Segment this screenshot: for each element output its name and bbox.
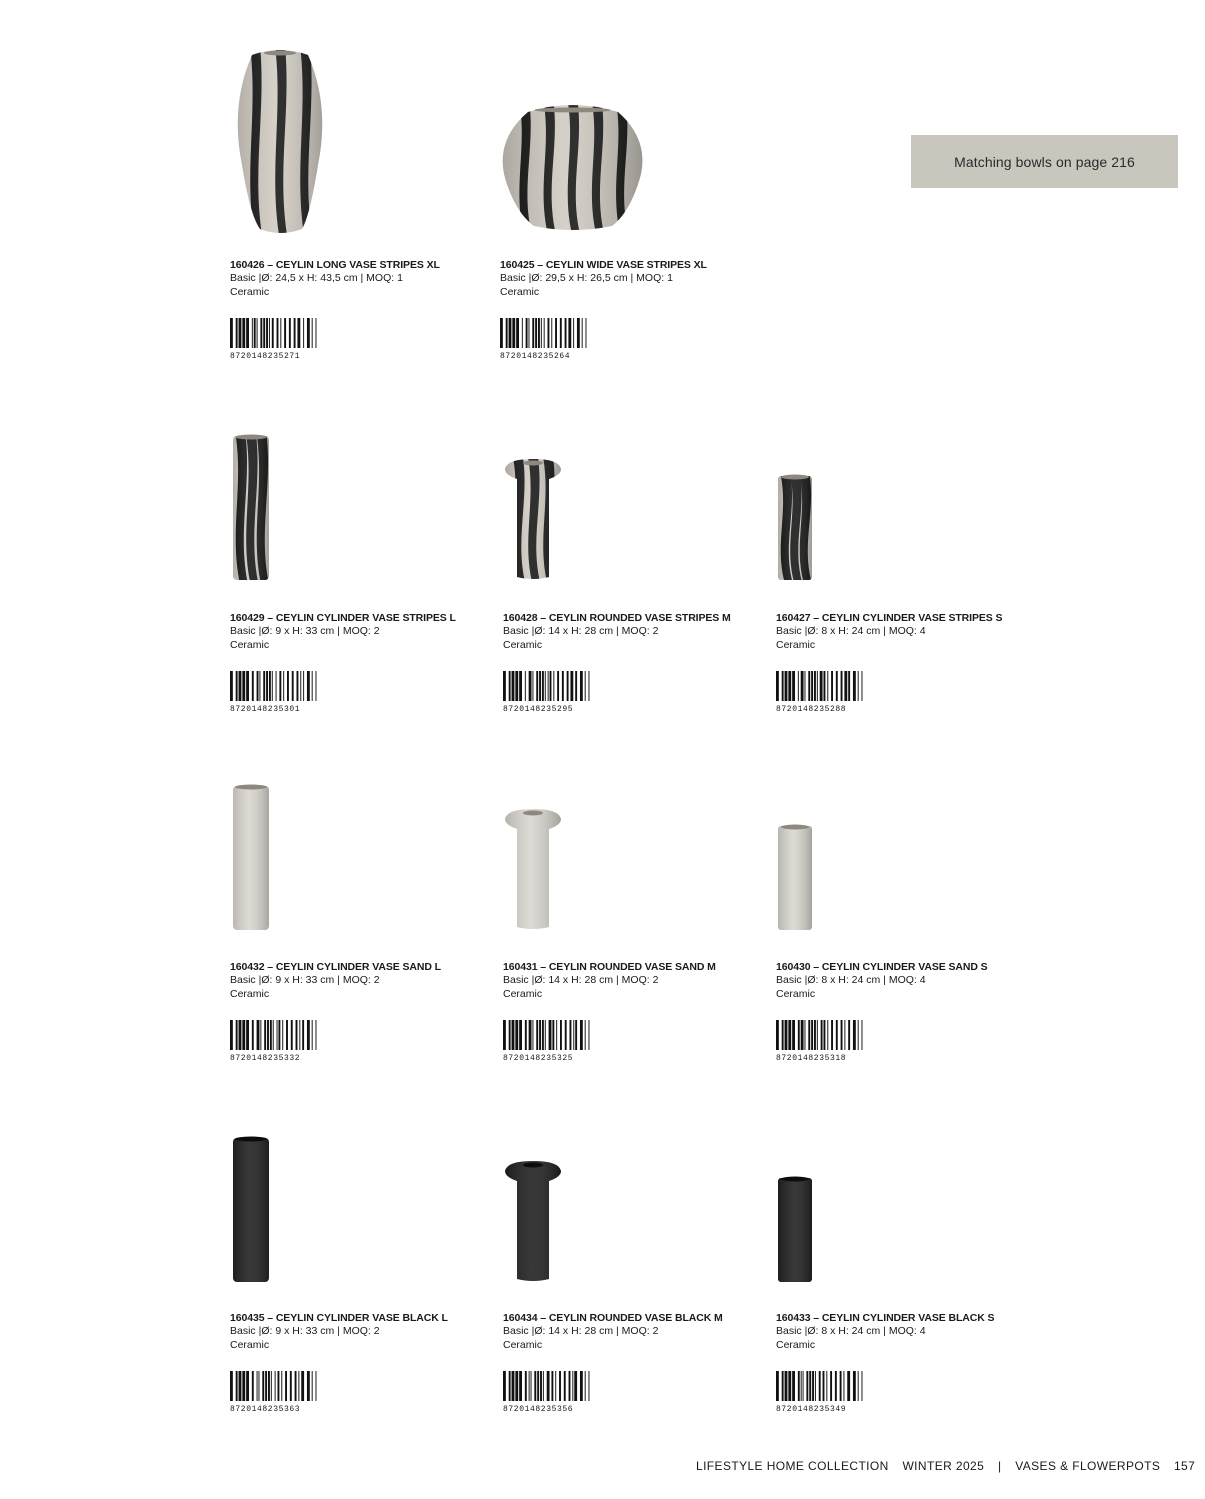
product-ean: 8720148235318: [776, 1054, 847, 1063]
product-code: 160431: [503, 961, 538, 973]
product-title: 160431 – CEYLIN ROUNDED VASE SAND M: [503, 961, 716, 973]
product-barcode: [776, 1020, 866, 1055]
product-name: CEYLIN CYLINDER VASE SAND L: [275, 961, 441, 973]
product-material: Ceramic: [230, 987, 270, 1000]
product-specs: Basic |Ø: 9 x H: 33 cm | MOQ: 2: [230, 1325, 380, 1337]
product-title: 160429 – CEYLIN CYLINDER VASE STRIPES L: [230, 612, 456, 624]
product-info: [503, 612, 753, 652]
product-specs: Basic |Ø: 8 x H: 24 cm | MOQ: 4: [776, 625, 926, 637]
product-name: CEYLIN CYLINDER VASE STRIPES S: [821, 612, 1003, 624]
product-info: [776, 1312, 1026, 1352]
product-ean: 8720148235363: [230, 1405, 301, 1414]
product-material: Ceramic: [503, 638, 543, 651]
product-info: [776, 961, 1026, 1001]
product-material: Ceramic: [230, 638, 270, 651]
product-ean: 8720148235264: [500, 352, 571, 361]
product-ean: 8720148235271: [230, 352, 301, 361]
product-specs: Basic |Ø: 8 x H: 24 cm | MOQ: 4: [776, 974, 926, 986]
product-barcode: [503, 1020, 593, 1055]
product-info: [230, 961, 480, 1001]
product-name: CEYLIN CYLINDER VASE STRIPES L: [275, 612, 456, 624]
product-photo: [776, 1176, 814, 1289]
product-name: CEYLIN CYLINDER VASE BLACK L: [275, 1312, 448, 1324]
product-photo: [503, 1159, 563, 1289]
product-code: 160430: [776, 961, 811, 973]
product-specs: Basic |Ø: 29,5 x H: 26,5 cm | MOQ: 1: [500, 272, 673, 284]
product-material: Ceramic: [230, 1338, 270, 1351]
product-ean: 8720148235288: [776, 705, 847, 714]
product-code: 160434: [503, 1312, 538, 1324]
product-ean: 8720148235332: [230, 1054, 301, 1063]
product-barcode: [500, 318, 590, 353]
product-barcode: [776, 671, 866, 706]
product-name: CEYLIN ROUNDED VASE SAND M: [548, 961, 716, 973]
product-title: 160435 – CEYLIN CYLINDER VASE BLACK L: [230, 1312, 448, 1324]
product-photo: [500, 100, 645, 237]
page-number: 157: [1173, 1459, 1196, 1473]
product-name: CEYLIN ROUNDED VASE STRIPES M: [548, 612, 731, 624]
product-photo: [503, 807, 563, 937]
product-material: Ceramic: [230, 285, 270, 298]
product-title: 160425 – CEYLIN WIDE VASE STRIPES XL: [500, 259, 707, 271]
product-specs: Basic |Ø: 14 x H: 28 cm | MOQ: 2: [503, 625, 659, 637]
product-info: [230, 612, 480, 652]
footer-collection: LIFESTYLE HOME COLLECTION: [696, 1459, 889, 1473]
product-name: CEYLIN WIDE VASE STRIPES XL: [545, 259, 707, 271]
product-photo: [776, 474, 814, 587]
matching-bowls-callout: [911, 135, 1178, 188]
footer-season: WINTER 2025: [902, 1459, 985, 1473]
product-specs: Basic |Ø: 14 x H: 28 cm | MOQ: 2: [503, 974, 659, 986]
product-ean: 8720148235301: [230, 705, 301, 714]
product-name: CEYLIN ROUNDED VASE BLACK M: [548, 1312, 723, 1324]
product-specs: Basic |Ø: 9 x H: 33 cm | MOQ: 2: [230, 974, 380, 986]
product-code: 160425: [500, 259, 535, 271]
product-code: 160435: [230, 1312, 265, 1324]
callout-text: Matching bowls on page 216: [954, 153, 1135, 170]
product-info: [230, 1312, 480, 1352]
product-code: 160429: [230, 612, 265, 624]
product-material: Ceramic: [503, 987, 543, 1000]
product-info: [776, 612, 1026, 652]
product-title: 160432 – CEYLIN CYLINDER VASE SAND L: [230, 961, 441, 973]
page-footer: [696, 1459, 1205, 1473]
product-barcode: [503, 1371, 593, 1406]
product-title: 160427 – CEYLIN CYLINDER VASE STRIPES S: [776, 612, 1003, 624]
product-photo: [230, 1136, 272, 1289]
product-code: 160428: [503, 612, 538, 624]
product-info: [230, 259, 480, 299]
product-specs: Basic |Ø: 14 x H: 28 cm | MOQ: 2: [503, 1325, 659, 1337]
product-title: 160434 – CEYLIN ROUNDED VASE BLACK M: [503, 1312, 723, 1324]
footer-separator: |: [997, 1459, 1002, 1473]
product-code: 160432: [230, 961, 265, 973]
product-specs: Basic |Ø: 8 x H: 24 cm | MOQ: 4: [776, 1325, 926, 1337]
product-material: Ceramic: [500, 285, 540, 298]
product-photo: [776, 824, 814, 937]
product-material: Ceramic: [776, 987, 816, 1000]
product-code: 160426: [230, 259, 265, 271]
product-title: 160426 – CEYLIN LONG VASE STRIPES XL: [230, 259, 440, 271]
product-barcode: [230, 318, 320, 353]
product-ean: 8720148235325: [503, 1054, 574, 1063]
product-code: 160427: [776, 612, 811, 624]
product-info: [500, 259, 750, 299]
product-barcode: [230, 671, 320, 706]
product-title: 160430 – CEYLIN CYLINDER VASE SAND S: [776, 961, 988, 973]
product-photo: [230, 45, 330, 240]
product-name: CEYLIN LONG VASE STRIPES XL: [275, 259, 440, 271]
product-barcode: [503, 671, 593, 706]
product-name: CEYLIN CYLINDER VASE SAND S: [821, 961, 988, 973]
product-info: [503, 1312, 753, 1352]
product-barcode: [776, 1371, 866, 1406]
product-material: Ceramic: [776, 638, 816, 651]
product-ean: 8720148235349: [776, 1405, 847, 1414]
product-specs: Basic |Ø: 9 x H: 33 cm | MOQ: 2: [230, 625, 380, 637]
product-ean: 8720148235295: [503, 705, 574, 714]
product-barcode: [230, 1020, 320, 1055]
product-title: 160433 – CEYLIN CYLINDER VASE BLACK S: [776, 1312, 995, 1324]
product-barcode: [230, 1371, 320, 1406]
product-material: Ceramic: [776, 1338, 816, 1351]
product-code: 160433: [776, 1312, 811, 1324]
product-photo: [230, 434, 272, 587]
product-material: Ceramic: [503, 1338, 543, 1351]
product-photo: [230, 784, 272, 937]
product-ean: 8720148235356: [503, 1405, 574, 1414]
footer-section: VASES & FLOWERPOTS: [1015, 1459, 1161, 1473]
product-info: [503, 961, 753, 1001]
product-title: 160428 – CEYLIN ROUNDED VASE STRIPES M: [503, 612, 731, 624]
product-name: CEYLIN CYLINDER VASE BLACK S: [821, 1312, 995, 1324]
product-specs: Basic |Ø: 24,5 x H: 43,5 cm | MOQ: 1: [230, 272, 403, 284]
product-photo: [503, 457, 563, 587]
